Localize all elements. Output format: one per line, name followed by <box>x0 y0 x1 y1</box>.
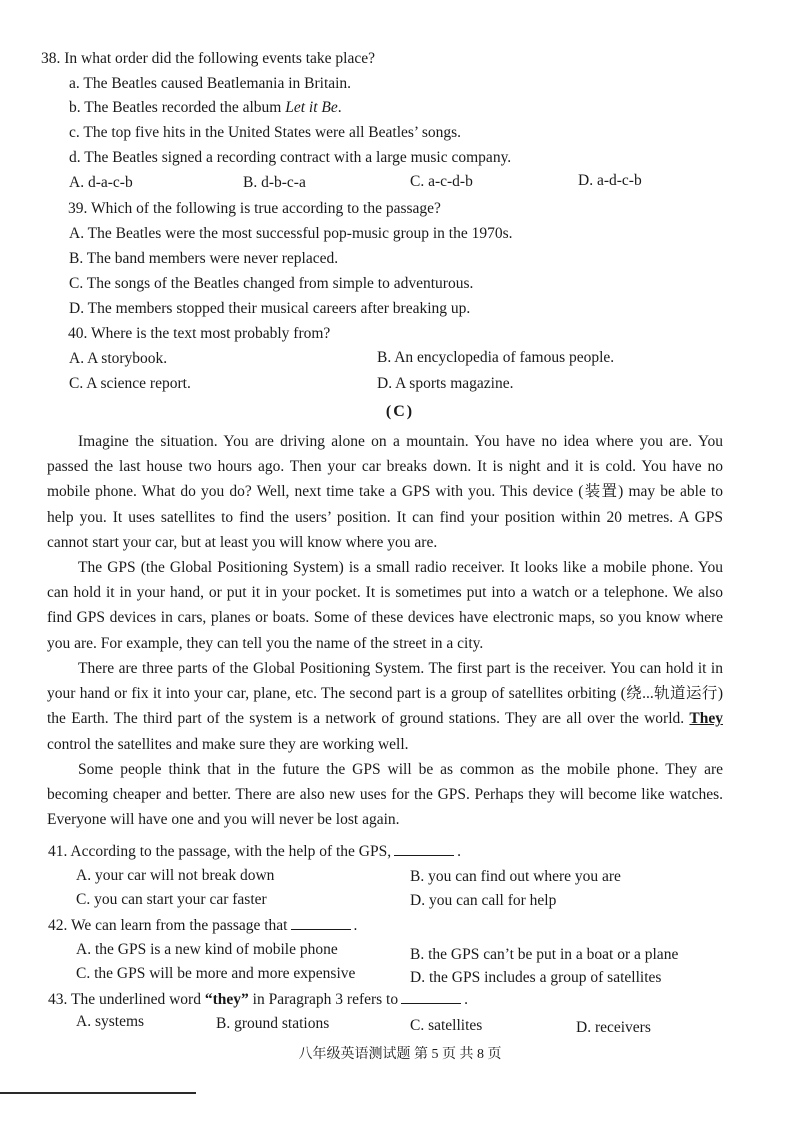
paragraph-1-text: Imagine the situation. You are driving alone on a mountain. You have no idea where you are. You passed the last house two hours ago. Then your car breaks down. It is night and it is cold. You have no mobile phone. What do you do? Well, next time take a GPS with you. This device (装置) may be able to help you. It uses satellites to find the users’ position. It can find your position within 20 metres. A GPS cannot start your car, but at least you will know where you are. <box>47 433 723 551</box>
q38-item-c: c. The top five hits in the United States were all Beatles’ songs. <box>69 124 462 141</box>
paragraph-3-text-after: control the satellites and make sure they are working well. <box>47 735 409 753</box>
q43-stem-prefix: 43. The underlined word <box>48 991 205 1008</box>
q40-stem: 40. Where is the text most probably from? <box>68 325 331 342</box>
q38-option-a[interactable]: A. d-a-c-b <box>69 174 133 191</box>
q43-option-a[interactable]: A. systems <box>76 1013 145 1030</box>
q38-option-b[interactable]: B. d-b-c-a <box>243 174 306 191</box>
q43-stem-end: . <box>464 991 468 1008</box>
q41-stem-end: . <box>457 843 461 860</box>
q40-option-c[interactable]: C. A science report. <box>69 375 191 392</box>
q38-option-c[interactable]: C. a-c-d-b <box>410 173 473 190</box>
q43-option-c[interactable]: C. satellites <box>410 1017 483 1034</box>
q41-option-b[interactable]: B. you can find out where you are <box>410 868 621 885</box>
q43-stem <box>48 989 468 1010</box>
bottom-rule <box>0 1092 196 1094</box>
passage-paragraph-2 <box>47 555 723 656</box>
q43-stem-word: “they” <box>204 991 249 1008</box>
section-c-title: (C) <box>385 403 415 420</box>
page-footer: 八年级英语测试题 第 5 页 共 8 页 <box>298 1047 502 1062</box>
q39-stem: 39. Which of the following is true according to the passage? <box>68 200 441 217</box>
q39-option-c[interactable]: C. The songs of the Beatles changed from simple to adventurous. <box>69 275 474 292</box>
q42-option-c[interactable]: C. the GPS will be more and more expensive <box>76 965 356 982</box>
q42-stem <box>48 915 357 936</box>
q41-option-c[interactable]: C. you can start your car faster <box>76 891 267 908</box>
q39-option-b[interactable]: B. The band members were never replaced. <box>69 250 339 267</box>
q42-option-d[interactable]: D. the GPS includes a group of satellites <box>410 969 662 986</box>
q38-item-b-suffix: . <box>337 99 342 116</box>
q41-option-a[interactable]: A. your car will not break down <box>76 867 275 884</box>
q41-option-d[interactable]: D. you can call for help <box>410 892 557 909</box>
q40-option-b[interactable]: B. An encyclopedia of famous people. <box>377 349 615 366</box>
q42-stem-end: . <box>353 917 358 934</box>
q42-option-a[interactable]: A. the GPS is a new kind of mobile phone <box>76 941 338 958</box>
passage-paragraph-3 <box>47 656 723 757</box>
q39-option-d[interactable]: D. The members stopped their musical careers after breaking up. <box>69 300 471 317</box>
underlined-word-they: They <box>689 710 723 728</box>
paragraph-4-text: Some people think that in the future the GPS will be as common as the mobile phone. They are becoming cheaper and better. There are also new uses for the GPS. Perhaps they will become like watches. Everyone will have one and you will never be lost again. <box>47 761 723 829</box>
q41-stem <box>48 841 461 862</box>
q39-option-a[interactable]: A. The Beatles were the most successful pop-music group in the 1970s. <box>69 225 513 242</box>
q41-answer-blank[interactable] <box>394 841 454 856</box>
q38-item-b <box>69 98 342 118</box>
q41-stem-text: 41. According to the passage, with the help of the GPS, <box>48 843 392 860</box>
q38-item-d: d. The Beatles signed a recording contract with a large music company. <box>69 149 512 166</box>
q42-answer-blank[interactable] <box>291 915 351 930</box>
q42-stem-text: 42. We can learn from the passage that <box>48 917 288 934</box>
q38-item-b-title: Let it Be <box>285 99 338 116</box>
q42-option-b[interactable]: B. the GPS can’t be put in a boat or a plane <box>410 946 679 963</box>
paragraph-2-text: The GPS (the Global Positioning System) is a small radio receiver. It looks like a mobile phone. You can hold it in your hand, or put it in your pocket. It is sometimes put into a watch or a telephone. We also find GPS devices in cars, planes or boats. Some of these devices have electronic maps, so you know where you are. For example, they can tell you the name of the street in a city. <box>47 559 723 652</box>
passage-paragraph-4 <box>47 757 723 833</box>
q38-item-b-prefix: b. The Beatles recorded the album <box>69 99 286 116</box>
q43-option-d[interactable]: D. receivers <box>576 1019 651 1036</box>
q40-option-d[interactable]: D. A sports magazine. <box>377 375 514 392</box>
q38-item-a: a. The Beatles caused Beatlemania in Britain. <box>69 75 352 92</box>
q40-option-a[interactable]: A. A storybook. <box>69 350 168 367</box>
q38-stem: 38. In what order did the following events take place? <box>41 50 375 67</box>
q38-option-d[interactable]: D. a-d-c-b <box>578 172 642 189</box>
q43-option-b[interactable]: B. ground stations <box>216 1015 330 1032</box>
passage-paragraph-1 <box>47 429 723 555</box>
q43-stem-suffix: in Paragraph 3 refers to <box>248 991 399 1008</box>
q43-answer-blank[interactable] <box>401 989 461 1004</box>
paragraph-3-text-before: There are three parts of the Global Positioning System. The first part is the receiver. You can hold it in your hand or fix it into your car, plane, etc. The second part is a group of satellites orbiting (绕...轨道运行) the Earth. The third part of the system is a network of ground stations. They are all over the world. <box>47 660 723 728</box>
